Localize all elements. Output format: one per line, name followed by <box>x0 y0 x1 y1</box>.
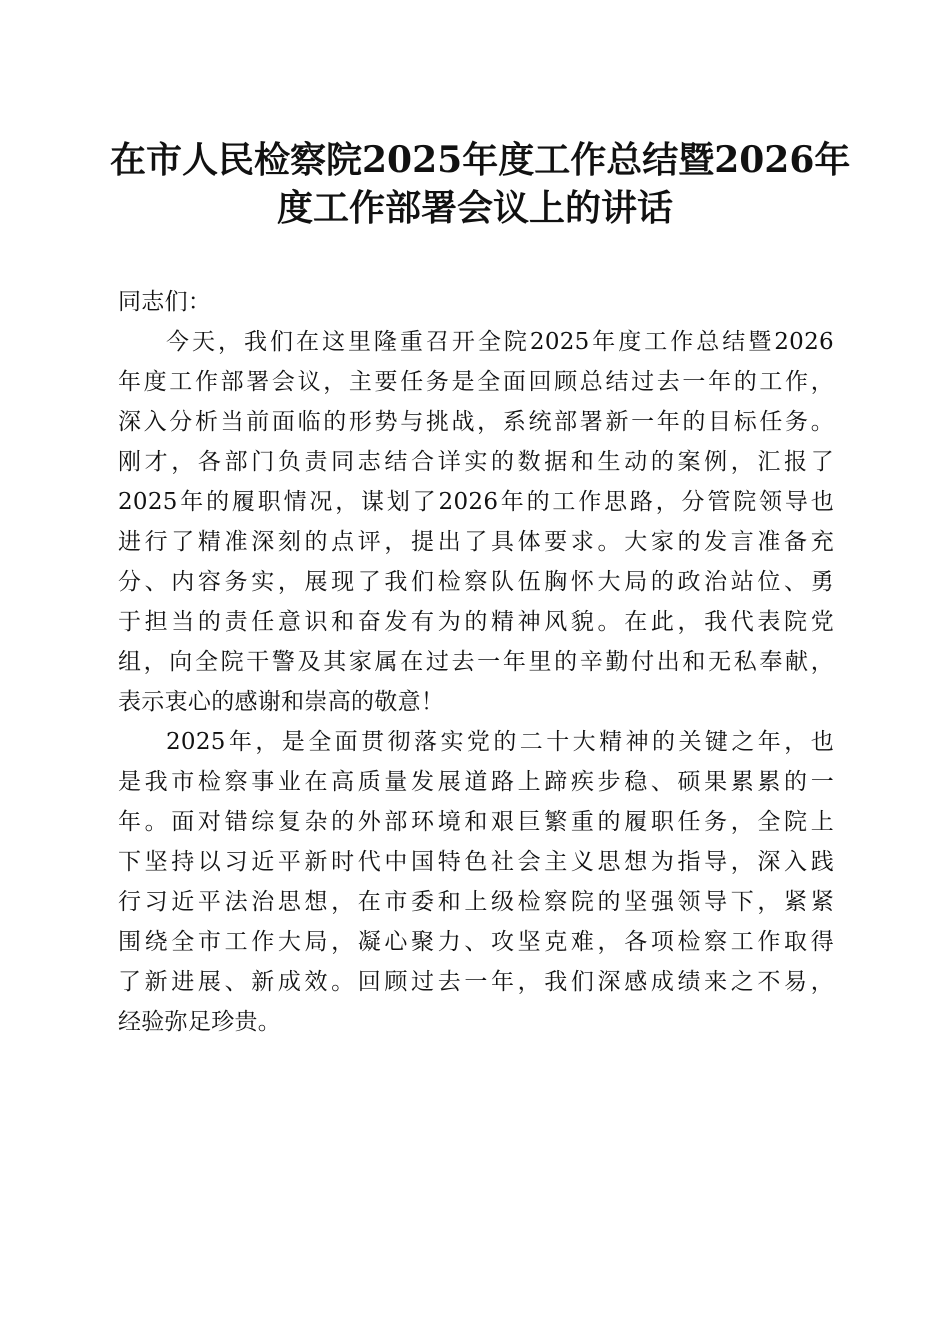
paragraph-line: 是我市检察事业在高质量发展道路上蹄疾步稳、硕果累累的一 <box>118 769 834 795</box>
paragraph-line: 经验弥足珍贵。 <box>118 1009 282 1035</box>
paragraph-2 <box>118 722 834 1042</box>
paragraph-1 <box>118 322 834 722</box>
salutation: 同志们： <box>118 289 212 315</box>
paragraph-line: 组，向全院干警及其家属在过去一年里的辛勤付出和无私奉献， <box>118 649 834 675</box>
paragraph-line: 分、内容务实，展现了我们检察队伍胸怀大局的政治站位、勇 <box>118 569 834 595</box>
paragraph-line: 年。面对错综复杂的外部环境和艰巨繁重的履职任务，全院上 <box>118 809 834 835</box>
paragraph-line: 下坚持以习近平新时代中国特色社会主义思想为指导，深入践 <box>118 849 834 875</box>
paragraph-line: 2025年的履职情况，谋划了2026年的工作思路，分管院领导也 <box>118 489 834 515</box>
paragraph-line: 2025年，是全面贯彻落实党的二十大精神的关键之年，也 <box>166 729 834 755</box>
paragraph-line: 了新进展、新成效。回顾过去一年，我们深感成绩来之不易， <box>118 969 834 995</box>
paragraph-line: 刚才，各部门负责同志结合详实的数据和生动的案例，汇报了 <box>118 449 834 475</box>
title-line: 度工作部署会议上的讲话 <box>276 187 673 229</box>
paragraph-line: 今天，我们在这里隆重召开全院2025年度工作总结暨2026 <box>166 329 834 355</box>
paragraph-line: 深入分析当前面临的形势与挑战，系统部署新一年的目标任务。 <box>118 409 834 435</box>
paragraph-line: 行习近平法治思想，在市委和上级检察院的坚强领导下，紧紧 <box>118 889 834 915</box>
paragraph-line: 于担当的责任意识和奋发有为的精神风貌。在此，我代表院党 <box>118 609 834 635</box>
title-line: 在市人民检察院2025年度工作总结暨2026年 <box>110 139 851 181</box>
paragraph-line: 围绕全市工作大局，凝心聚力、攻坚克难，各项检察工作取得 <box>118 929 834 955</box>
document-body <box>118 282 834 1042</box>
document-title <box>110 136 851 232</box>
paragraph-line: 表示衷心的感谢和崇高的敬意！ <box>118 689 445 715</box>
paragraph-line: 进行了精准深刻的点评，提出了具体要求。大家的发言准备充 <box>118 529 834 555</box>
paragraph-line: 年度工作部署会议，主要任务是全面回顾总结过去一年的工作， <box>118 369 834 395</box>
